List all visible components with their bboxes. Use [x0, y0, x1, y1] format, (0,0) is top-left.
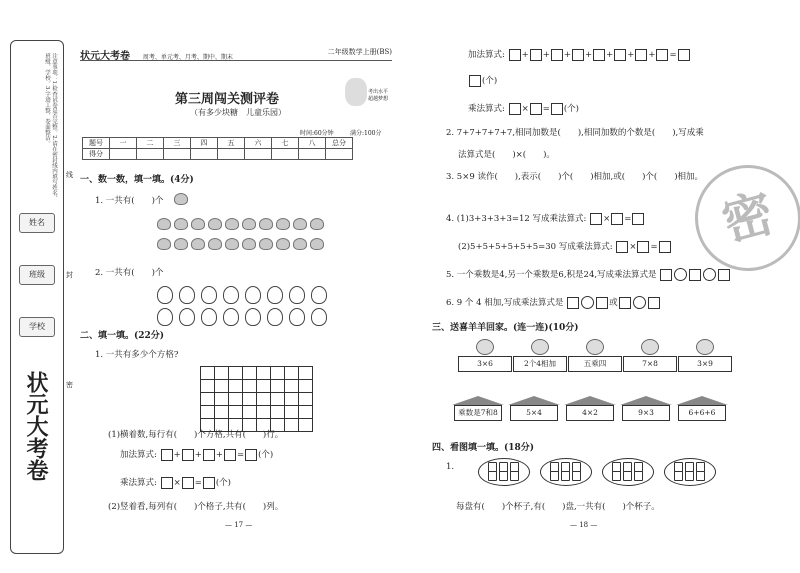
page-number-right: — 18 —: [570, 521, 598, 529]
pebble-icon: [289, 308, 305, 326]
grid-cell: [242, 379, 257, 393]
mascot-image: [345, 78, 367, 106]
house-roof-icon: [620, 396, 672, 405]
q4b-text: (2)5+5+5+5+5+5=30 写成乘法算式:: [458, 242, 613, 252]
s2-q2b: 法算式是( )×( )。: [458, 150, 555, 160]
answer-box[interactable]: [551, 49, 563, 61]
pebble-icon: [223, 308, 239, 326]
answer-box[interactable]: [611, 213, 623, 225]
grid-cell: [284, 392, 299, 406]
answer-box[interactable]: [648, 297, 660, 309]
header-bar: [80, 47, 392, 61]
peach-icon: [259, 218, 273, 230]
grid-cell: [228, 366, 243, 380]
grid-cell: [270, 379, 285, 393]
answer-box[interactable]: [593, 49, 605, 61]
pebble-icon: [201, 286, 217, 304]
cup-icon: [510, 471, 519, 481]
answer-box[interactable]: [619, 297, 631, 309]
grid-cell: [256, 405, 271, 419]
page-subtitle: （有多少块糖 儿童乐园）: [190, 108, 286, 117]
score-cell[interactable]: [299, 149, 326, 160]
grid-cell: [214, 405, 229, 419]
unit-label: (个): [482, 76, 498, 86]
add-label: 加法算式:: [120, 450, 157, 460]
s2-q1a: (1)横着数,每行有( )个方格,共有( )行。: [108, 430, 284, 440]
answer-box[interactable]: [245, 449, 257, 461]
cup-icon: [499, 471, 508, 481]
cup-icon: [623, 471, 632, 481]
cup-icon: [572, 471, 581, 481]
unit-label: (个): [563, 104, 579, 114]
pebble-icon: [245, 308, 261, 326]
answer-box[interactable]: [689, 269, 701, 281]
cup-icon: [488, 471, 497, 481]
pebble-icon: [289, 286, 305, 304]
peach-icon: [259, 238, 273, 250]
r-mul-row: 乘法算式: × = (个): [468, 104, 579, 114]
r-add-row: 加法算式: + + + + + + + =: [468, 48, 691, 61]
unit-label: (个): [258, 450, 274, 460]
peach-icon: [174, 193, 188, 205]
header-brand: 状元大考卷: [80, 51, 130, 62]
grid-cell: [242, 366, 257, 380]
grid-cell: [298, 405, 313, 419]
score-cell: 二: [137, 138, 164, 149]
answer-box[interactable]: [656, 49, 668, 61]
score-cell: 八: [299, 138, 326, 149]
answer-box[interactable]: [718, 269, 730, 281]
pebble-icon: [179, 308, 195, 326]
add-label: 加法算式:: [468, 50, 505, 60]
header-types: 周考、单元考、月考、期中、期末: [142, 54, 233, 61]
grid-cell: [256, 366, 271, 380]
grid-cell: [284, 418, 299, 432]
peach-icon: [208, 238, 222, 250]
s4-q1-number: 1.: [446, 462, 455, 472]
sheep-icon: [641, 339, 659, 355]
margin-mark-line: 线: [66, 171, 73, 179]
sheep-card[interactable]: 7×8: [623, 356, 677, 372]
answer-box[interactable]: [161, 477, 173, 489]
section4-heading: 四、看图填一填。(18分): [432, 443, 535, 453]
section2-heading: 二、填一填。(22分): [80, 331, 165, 341]
s2-q5: [446, 268, 731, 281]
mascot-caption: 考出水平 超越梦想: [368, 89, 389, 102]
peach-icon: [293, 238, 307, 250]
score-cell[interactable]: [218, 149, 245, 160]
grid-cell: [298, 366, 313, 380]
answer-box[interactable]: [567, 297, 579, 309]
peach-icon: [225, 218, 239, 230]
answer-box[interactable]: [572, 49, 584, 61]
house-card[interactable]: 4×2: [566, 405, 614, 421]
answer-box[interactable]: [635, 49, 647, 61]
pebble-icon: [157, 308, 173, 326]
peach-icon: [293, 218, 307, 230]
binding-strip: [10, 40, 64, 554]
score-cell[interactable]: [191, 149, 218, 160]
answer-box[interactable]: [678, 49, 690, 61]
cup-icon: [561, 471, 570, 481]
grid-cell: [298, 418, 313, 432]
score-header-row: [83, 138, 353, 149]
peach-icon: [310, 238, 324, 250]
peach-icon: [174, 218, 188, 230]
time-label: 时间:60分钟: [300, 130, 334, 137]
answer-box[interactable]: [203, 449, 215, 461]
mul-label: 乘法算式:: [468, 104, 505, 114]
score-cell[interactable]: [272, 149, 299, 160]
house-card[interactable]: 9×3: [622, 405, 670, 421]
grid-cell: [256, 392, 271, 406]
cup-icon: [550, 471, 559, 481]
grid-cell: [200, 379, 215, 393]
grid-cell: [200, 392, 215, 406]
grid-cell: [228, 379, 243, 393]
pebble-icon: [201, 308, 217, 326]
operator-circle[interactable]: [581, 296, 594, 309]
score-cell[interactable]: [110, 149, 137, 160]
grid-cell: [200, 366, 215, 380]
class-label: 班级: [19, 265, 55, 285]
peach-icon: [208, 218, 222, 230]
house-roof-icon: [508, 396, 560, 405]
grid-cell: [228, 405, 243, 419]
answer-box[interactable]: [203, 477, 215, 489]
grid-cell: [200, 405, 215, 419]
score-cell[interactable]: [164, 149, 191, 160]
q5-text: 5. 一个乘数是4,另一个乘数是6,积是24,写成乘法算式是: [446, 270, 657, 280]
sheep-card[interactable]: 3×9: [678, 356, 732, 372]
pebble-icon: [223, 286, 239, 304]
answer-box[interactable]: [224, 449, 236, 461]
section1-heading: 一、数一数，填一填。(4分): [80, 175, 194, 185]
peach-icon: [242, 238, 256, 250]
page-title: 第三周闯关测评卷: [175, 92, 280, 107]
answer-box[interactable]: [616, 241, 628, 253]
operator-circle[interactable]: [674, 268, 687, 281]
grid-cell: [270, 392, 285, 406]
mul-label: 乘法算式:: [120, 478, 157, 488]
s2-q3: 3. 5×9 读作( ),表示( )个( )相加,或( )个( )相加。: [446, 172, 704, 182]
cup-icon: [634, 471, 643, 481]
grid-cell: [284, 379, 299, 393]
pebble-icon: [245, 286, 261, 304]
cup-icon: [674, 471, 683, 481]
answer-box[interactable]: [469, 75, 481, 87]
sheep-card[interactable]: 3×6: [458, 356, 512, 372]
or-text: 或: [609, 298, 618, 308]
s2-q4a: 4. (1)3+3+3+3=12 写成乘法算式: × =: [446, 212, 645, 225]
pebble-icon: [157, 286, 173, 304]
notice-text: 注意事项：1.检查试卷是否完整。2.请在密封线内填写姓名、班级、学校。3.字迹工整，卷面整洁。: [44, 53, 57, 201]
grid-cell: [214, 366, 229, 380]
grid-cell: [214, 379, 229, 393]
school-label: 学校: [19, 317, 55, 337]
sheep-icon: [696, 339, 714, 355]
score-cell: 六: [245, 138, 272, 149]
pebble-icon: [311, 286, 327, 304]
grid-cell: [214, 392, 229, 406]
score-cell: 七: [272, 138, 299, 149]
sheep-card[interactable]: 五乘四: [568, 356, 622, 372]
margin-mark-secret: 密: [66, 381, 73, 389]
sheep-icon: [586, 339, 604, 355]
s2-q1: 1. 一共有多少个方格?: [95, 350, 179, 360]
score-cell: 五: [218, 138, 245, 149]
pebble-icon: [267, 286, 283, 304]
grid-cell: [270, 366, 285, 380]
page-number-left: — 17 —: [225, 521, 253, 529]
score-cell: 一: [110, 138, 137, 149]
house-roof-icon: [676, 396, 728, 405]
operator-circle[interactable]: [703, 268, 716, 281]
pebble-icon: [311, 308, 327, 326]
score-cell: 题号: [83, 138, 110, 149]
s2-q6: [446, 296, 661, 309]
score-value-row: [83, 149, 353, 160]
peach-icon: [225, 238, 239, 250]
peach-icon: [157, 218, 171, 230]
answer-box[interactable]: [637, 241, 649, 253]
grid-cell: [242, 405, 257, 419]
q4a-text: 4. (1)3+3+3+3=12 写成乘法算式:: [446, 214, 587, 224]
house-card[interactable]: 5×4: [510, 405, 558, 421]
grid-cell: [298, 392, 313, 406]
peach-icon: [276, 218, 290, 230]
s2-q1b: (2)竖着看,每列有( )个格子,共有( )列。: [108, 502, 284, 512]
peach-icon: [310, 218, 324, 230]
answer-box[interactable]: [530, 49, 542, 61]
header-grade: 二年级数学上册(BS): [327, 48, 392, 56]
answer-box[interactable]: [530, 103, 542, 115]
sheep-icon: [531, 339, 549, 355]
score-table: [82, 137, 353, 160]
sheep-icon: [476, 339, 494, 355]
secret-stamp: 密: [683, 153, 800, 283]
q6-text: 6. 9 个 4 相加,写成乘法算式是: [446, 298, 564, 308]
pebble-icon: [179, 286, 195, 304]
score-cell[interactable]: [326, 149, 353, 160]
answer-box[interactable]: [161, 449, 173, 461]
peach-icon: [276, 238, 290, 250]
r-add-result: [468, 74, 497, 87]
answer-box[interactable]: [590, 213, 602, 225]
house-card[interactable]: 6+6+6: [678, 405, 726, 421]
strip-brand-logo: 状元大考卷: [23, 371, 48, 481]
s1-q1: 1. 一共有( )个: [95, 196, 164, 206]
s2-add-row: 加法算式: + + + = (个): [120, 450, 274, 460]
s1-q2: 2. 一共有( )个: [95, 268, 164, 278]
answer-box[interactable]: [551, 103, 563, 115]
answer-box[interactable]: [659, 241, 671, 253]
operator-circle[interactable]: [633, 296, 646, 309]
name-label: 姓名: [19, 213, 55, 233]
s2-q4b: (2)5+5+5+5+5+5=30 写成乘法算式: × =: [458, 240, 672, 253]
peach-icon: [191, 218, 205, 230]
cup-icon: [612, 471, 621, 481]
house-card[interactable]: 乘数是7和8: [454, 405, 502, 421]
score-cell: 得分: [83, 149, 110, 160]
answer-box[interactable]: [509, 103, 521, 115]
s2-q2: 2. 7+7+7+7+7,相同加数是( ),相同加数的个数是( ),写成乘: [446, 128, 704, 138]
pebble-icon: [267, 308, 283, 326]
grid-cell: [298, 379, 313, 393]
grid-cell: [256, 379, 271, 393]
answer-box[interactable]: [182, 477, 194, 489]
peach-icon: [174, 238, 188, 250]
score-cell: 四: [191, 138, 218, 149]
cup-icon: [685, 471, 694, 481]
grid-cell: [284, 405, 299, 419]
peach-icon: [157, 238, 171, 250]
house-roof-icon: [564, 396, 616, 405]
cup-icon: [696, 471, 705, 481]
grid-cell: [242, 392, 257, 406]
grid-cell: [284, 366, 299, 380]
score-cell[interactable]: [245, 149, 272, 160]
score-cell: 三: [164, 138, 191, 149]
s2-mul-row: 乘法算式: × = (个): [120, 478, 231, 488]
answer-box[interactable]: [632, 213, 644, 225]
answer-box[interactable]: [596, 297, 608, 309]
grid-cell: [270, 405, 285, 419]
peach-icon: [191, 238, 205, 250]
unit-label: (个): [215, 478, 231, 488]
score-cell[interactable]: [137, 149, 164, 160]
answer-box[interactable]: [660, 269, 672, 281]
score-cell: 总分: [326, 138, 353, 149]
score-full-label: 满分:100分: [350, 130, 382, 137]
grid-cell: [228, 392, 243, 406]
peach-icon: [242, 218, 256, 230]
answer-box[interactable]: [509, 49, 521, 61]
answer-box[interactable]: [182, 449, 194, 461]
s4-q1-text: 每盘有( )个杯子,有( )盘,一共有( )个杯子。: [456, 502, 660, 512]
answer-box[interactable]: [614, 49, 626, 61]
sheep-card[interactable]: 2个4相加: [513, 356, 567, 372]
margin-mark-seal: 封: [66, 271, 73, 279]
house-roof-icon: [452, 396, 504, 405]
section3-heading: 三、送喜羊羊回家。(连一连)(10分): [432, 323, 579, 333]
